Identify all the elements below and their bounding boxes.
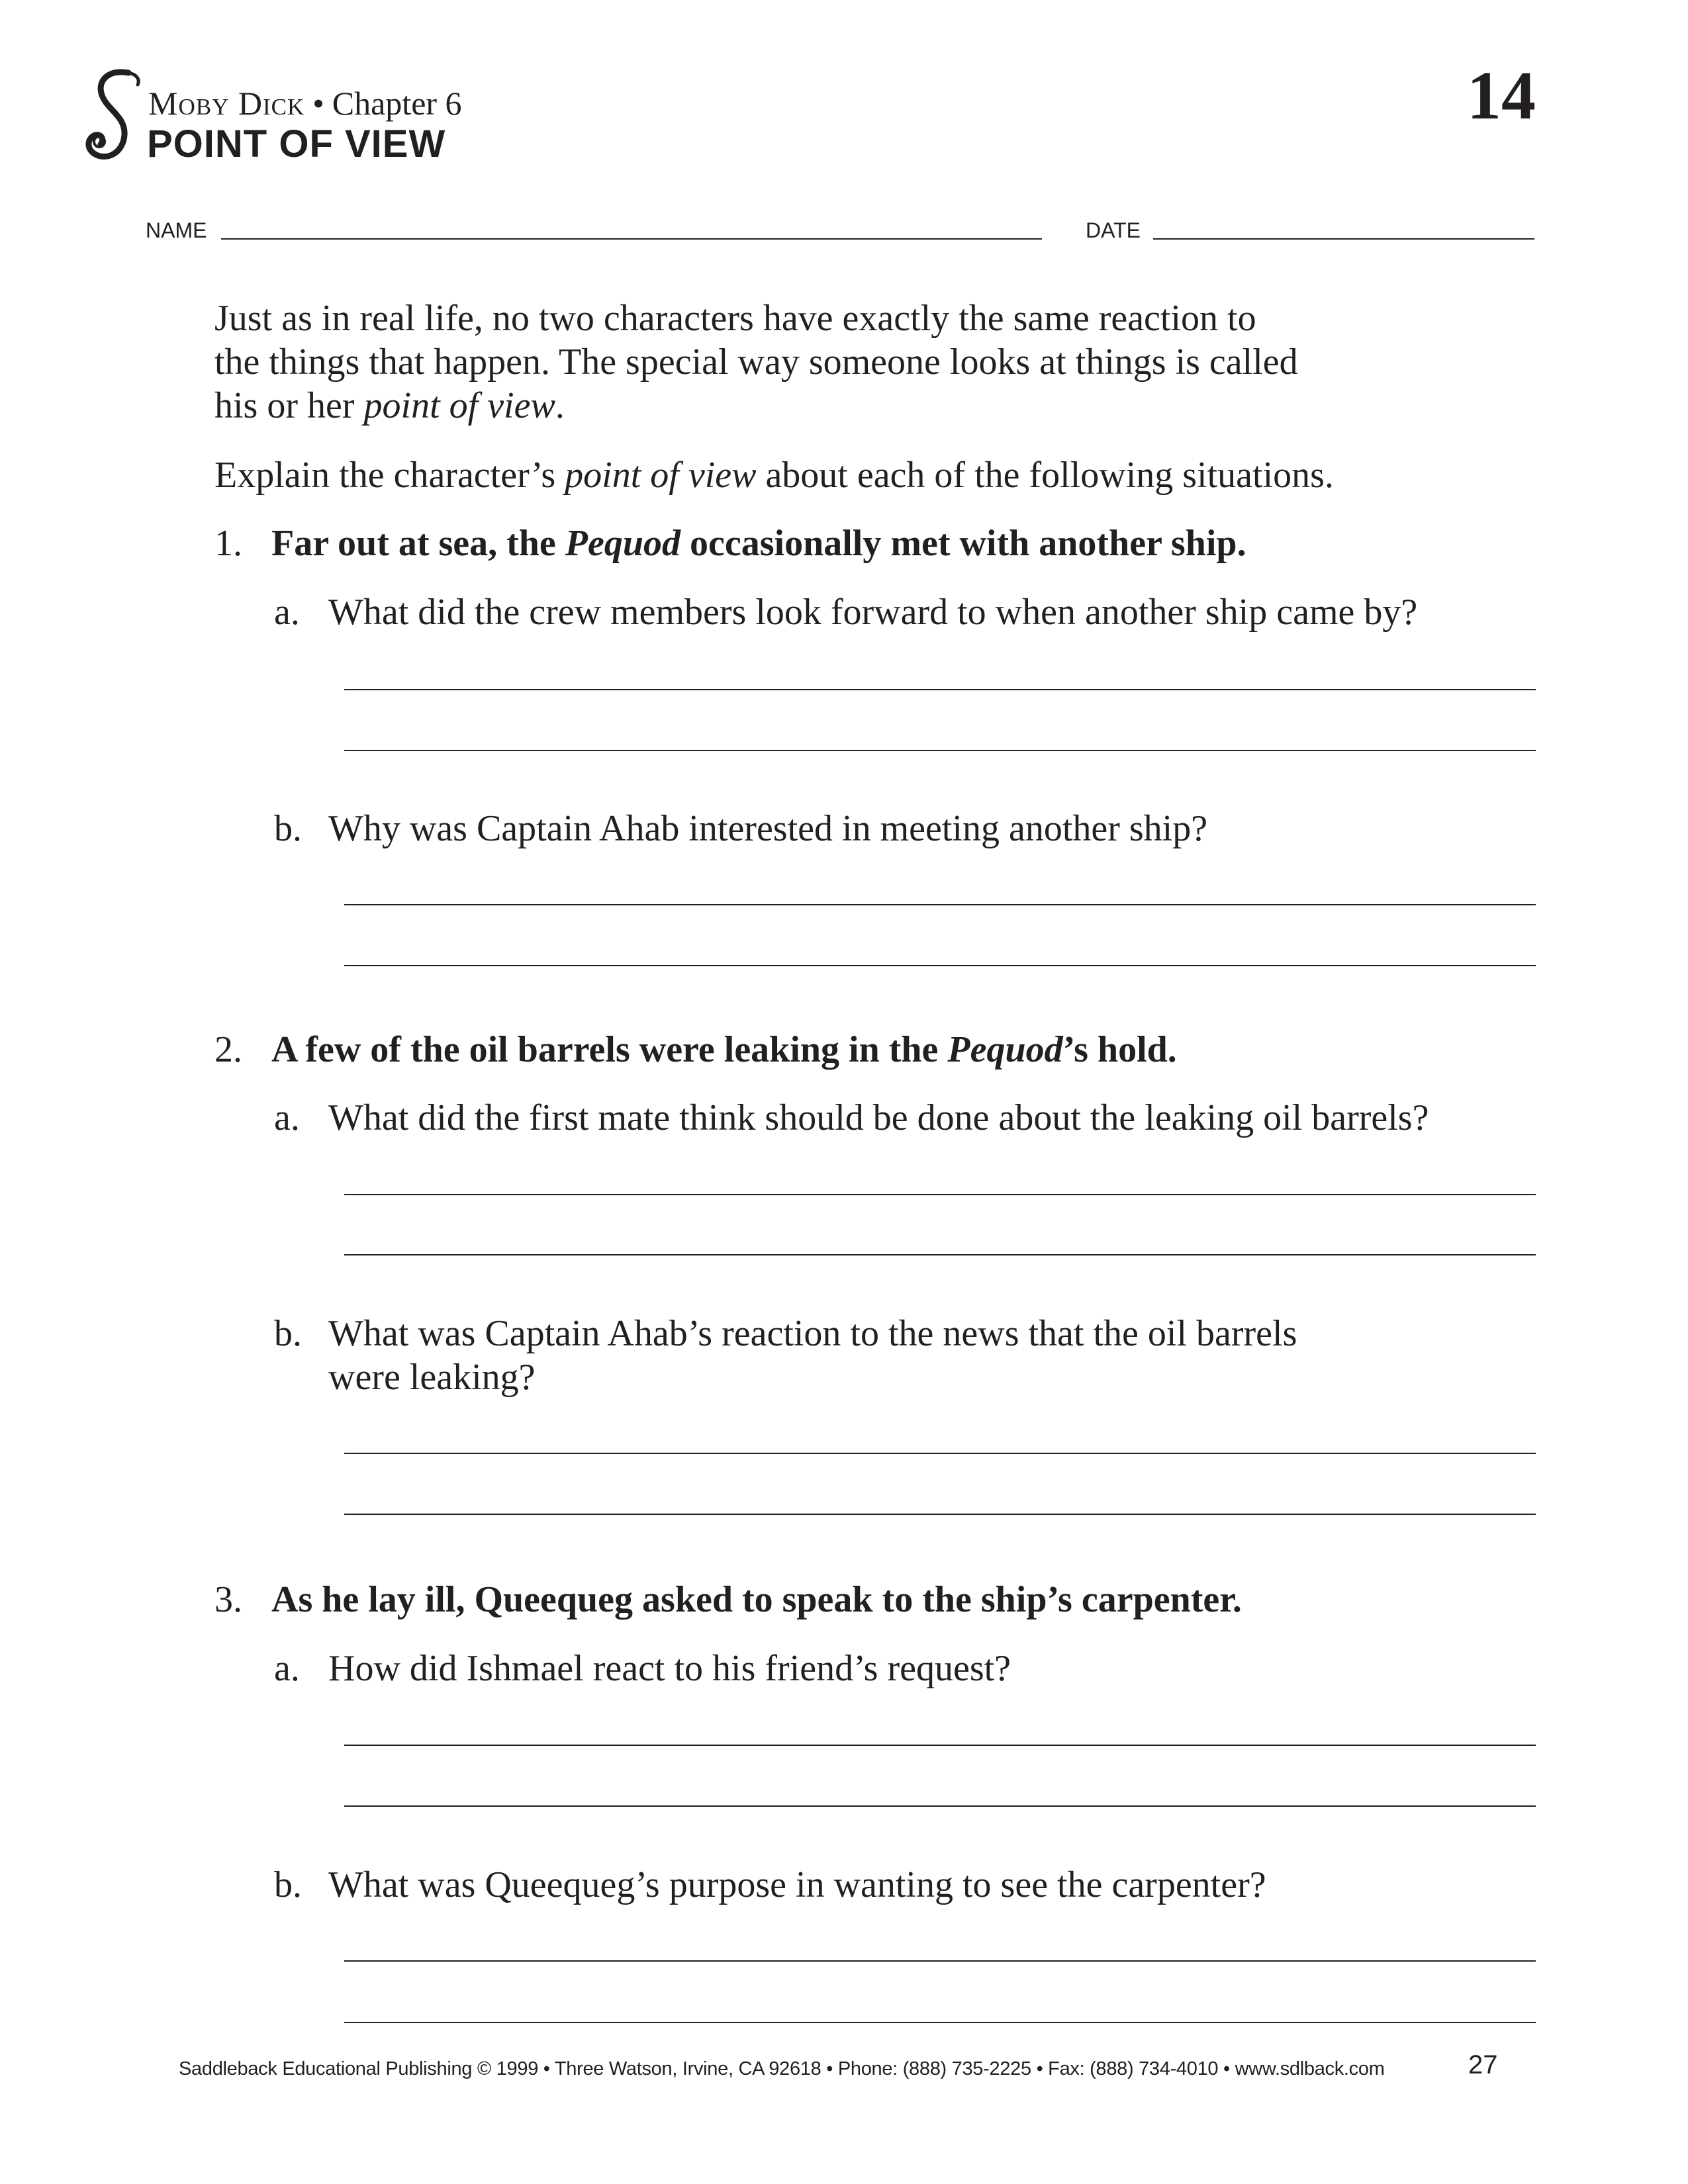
answer-line[interactable] xyxy=(344,1453,1536,1454)
sub-question-text: What was Captain Ahab’s reaction to the news that the oil barrels were leaking? xyxy=(328,1313,1297,1398)
worksheet-title: POINT OF VIEW xyxy=(147,122,446,165)
answer-line[interactable] xyxy=(344,965,1536,966)
sub-question-text: How did Ishmael react to his friend’s request? xyxy=(328,1648,1011,1689)
sub-question-letter: b. xyxy=(274,1313,302,1354)
answer-line[interactable] xyxy=(344,1805,1536,1807)
answer-line[interactable] xyxy=(344,1745,1536,1746)
question-prompt: A few of the oil barrels were leaking in the Pequod’s hold. xyxy=(271,1029,1177,1070)
question-prompt: Far out at sea, the Pequod occasionally met with another ship. xyxy=(271,523,1246,564)
question-number: 1. xyxy=(214,523,242,564)
sub-question-letter: a. xyxy=(274,1097,300,1138)
question-prompt: As he lay ill, Queequeg asked to speak to the ship’s carpenter. xyxy=(271,1579,1242,1620)
sub-question-text: What did the first mate think should be done about the leaking oil barrels? xyxy=(328,1097,1429,1138)
page-number: 27 xyxy=(1468,2050,1498,2079)
answer-line[interactable] xyxy=(344,1254,1536,1255)
intro-line: the things that happen. The special way someone looks at things is called xyxy=(214,341,1298,383)
answer-line[interactable] xyxy=(344,1194,1536,1195)
chapter-label: Chapter 6 xyxy=(332,85,462,122)
sub-question-text: What was Queequeg’s purpose in wanting to see the carpenter? xyxy=(328,1864,1266,1905)
saddleback-s-logo-icon xyxy=(82,69,146,168)
instructions: Explain the character’s point of view about each of the following situations. xyxy=(214,455,1334,496)
answer-line[interactable] xyxy=(344,1960,1536,1962)
date-field[interactable] xyxy=(1153,238,1534,240)
answer-line[interactable] xyxy=(344,689,1536,690)
intro-paragraph xyxy=(214,296,1525,428)
sub-question-text: What did the crew members look forward to when another ship came by? xyxy=(328,592,1418,633)
sub-question-text: Why was Captain Ahab interested in meeting another ship? xyxy=(328,808,1208,849)
answer-line[interactable] xyxy=(344,750,1536,751)
intro-line: Just as in real life, no two characters have exactly the same reaction to xyxy=(214,298,1256,339)
intro-line: his or her point of view. xyxy=(214,385,565,426)
question-number: 3. xyxy=(214,1579,242,1620)
series-heading xyxy=(148,85,462,122)
answer-line[interactable] xyxy=(344,2022,1536,2023)
sub-question-letter: b. xyxy=(274,808,302,849)
name-field[interactable] xyxy=(221,238,1042,240)
publisher-footer: Saddleback Educational Publishing © 1999 • Three Watson, Irvine, CA 92618 • Phone: (888) 735-2225 • Fax: (888) 734-4010 • www.sdlback.com xyxy=(179,2058,1385,2079)
sub-question-letter: a. xyxy=(274,592,300,633)
sub-question-letter: b. xyxy=(274,1864,302,1905)
sub-question-letter: a. xyxy=(274,1648,300,1689)
answer-line[interactable] xyxy=(344,904,1536,905)
name-label: NAME xyxy=(146,218,207,242)
question-number: 2. xyxy=(214,1029,242,1070)
date-label: DATE xyxy=(1086,218,1141,242)
separator: • xyxy=(312,85,324,122)
answer-line[interactable] xyxy=(344,1514,1536,1515)
book-title: Moby Dick xyxy=(148,85,305,122)
worksheet-number: 14 xyxy=(1467,58,1536,134)
